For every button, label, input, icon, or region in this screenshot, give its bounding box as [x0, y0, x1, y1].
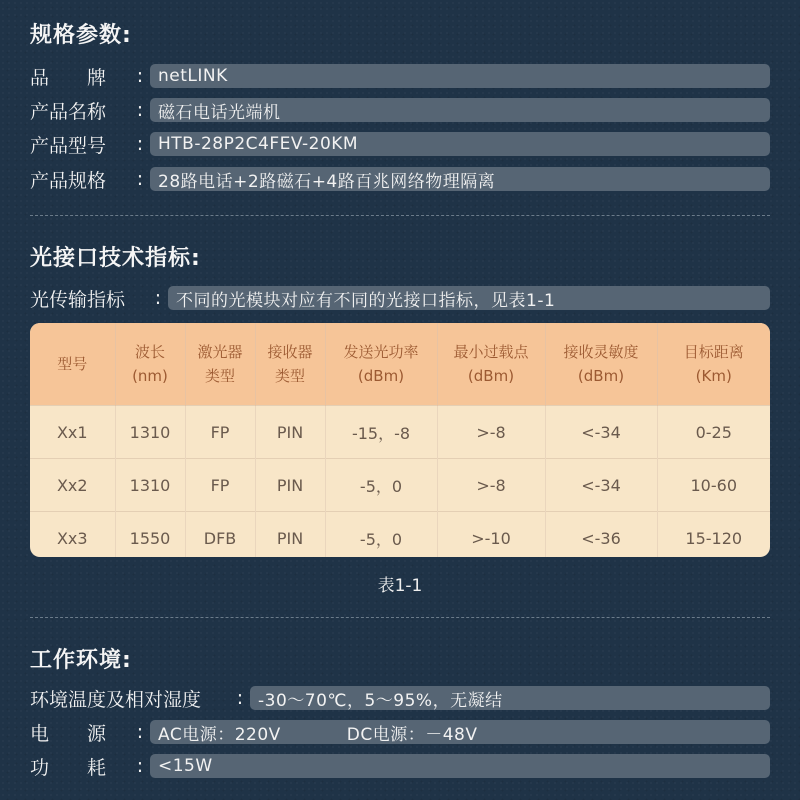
brand-value: netLINK	[150, 64, 770, 88]
colon: :	[136, 65, 144, 87]
spec-value: 28路电话+2路磁石+4路百兆网络物理隔离	[150, 167, 770, 191]
power-label: 电 源	[30, 722, 107, 745]
brand-label: 品 牌	[30, 66, 107, 89]
table-cell: 15-120	[657, 512, 770, 558]
table-cell: <-36	[545, 512, 657, 558]
optical-index-row	[30, 285, 770, 311]
table-cell: 1310	[115, 459, 185, 512]
table-cell: FP	[185, 459, 255, 512]
specs-title: 规格参数:	[30, 23, 132, 48]
table-caption: 表1-1	[377, 576, 423, 596]
colon: :	[236, 687, 244, 709]
header-receiver-type: 接收器 类型	[255, 323, 325, 406]
colon: :	[136, 99, 144, 121]
table-cell: <-34	[545, 459, 657, 512]
header-distance: 目标距离 (Km)	[657, 323, 770, 406]
model-row	[30, 131, 770, 157]
table-cell: 0-25	[657, 406, 770, 459]
table-cell: FP	[185, 406, 255, 459]
colon: :	[136, 721, 144, 743]
consumption-label: 功 耗	[30, 756, 107, 779]
consumption-value: <15W	[150, 754, 770, 778]
table-cell: PIN	[255, 406, 325, 459]
table-cell: PIN	[255, 459, 325, 512]
table-row	[30, 459, 770, 512]
colon: :	[136, 168, 144, 190]
model-label: 产品型号	[30, 134, 107, 157]
consumption-row	[30, 753, 770, 779]
optical-index-value: 不同的光模块对应有不同的光接口指标，见表1-1	[168, 286, 770, 310]
power-ac: AC电源：220V	[158, 724, 281, 744]
optical-title: 光接口技术指标:	[30, 246, 201, 271]
name-value: 磁石电话光端机	[150, 98, 770, 122]
table-cell: >-10	[437, 512, 545, 558]
model-value: HTB-28P2C4FEV-20KM	[150, 132, 770, 156]
table-cell: Xx3	[30, 512, 115, 558]
colon: :	[136, 133, 144, 155]
table-cell: 1550	[115, 512, 185, 558]
divider	[30, 215, 770, 216]
temp-label: 环境温度及相对湿度	[30, 688, 202, 711]
optical-index-label: 光传输指标	[30, 288, 126, 311]
colon: :	[136, 755, 144, 777]
optical-spec-table	[30, 323, 770, 557]
header-overload: 最小过载点 (dBm)	[437, 323, 545, 406]
table-cell: <-34	[545, 406, 657, 459]
name-row	[30, 97, 770, 123]
divider	[30, 617, 770, 618]
table-cell: >-8	[437, 406, 545, 459]
header-laser-type: 激光器 类型	[185, 323, 255, 406]
header-wavelength: 波长 (nm)	[115, 323, 185, 406]
spec-row	[30, 166, 770, 192]
table-cell: PIN	[255, 512, 325, 558]
table-cell: Xx1	[30, 406, 115, 459]
table-cell: DFB	[185, 512, 255, 558]
power-dc: DC电源：－48V	[346, 724, 478, 744]
table-cell: >-8	[437, 459, 545, 512]
colon: :	[154, 287, 162, 309]
table-cell: -5，0	[325, 512, 437, 558]
header-tx-power: 发送光功率 (dBm)	[325, 323, 437, 406]
table-cell: -5，0	[325, 459, 437, 512]
brand-row	[30, 63, 770, 89]
header-model: 型号	[30, 323, 115, 406]
table-cell: 1310	[115, 406, 185, 459]
name-label: 产品名称	[30, 100, 107, 123]
power-value	[150, 720, 770, 744]
table-cell: Xx2	[30, 459, 115, 512]
table-row	[30, 406, 770, 459]
table-header-row	[30, 323, 770, 406]
table-cell: 10-60	[657, 459, 770, 512]
temp-value: -30～70℃，5～95%，无凝结	[250, 686, 770, 710]
spec-label: 产品规格	[30, 169, 107, 192]
power-row	[30, 719, 770, 745]
header-sensitivity: 接收灵敏度 (dBm)	[545, 323, 657, 406]
table-row	[30, 512, 770, 558]
temp-row	[30, 685, 770, 711]
environment-title: 工作环境:	[30, 648, 132, 673]
table-cell: -15，-8	[325, 406, 437, 459]
